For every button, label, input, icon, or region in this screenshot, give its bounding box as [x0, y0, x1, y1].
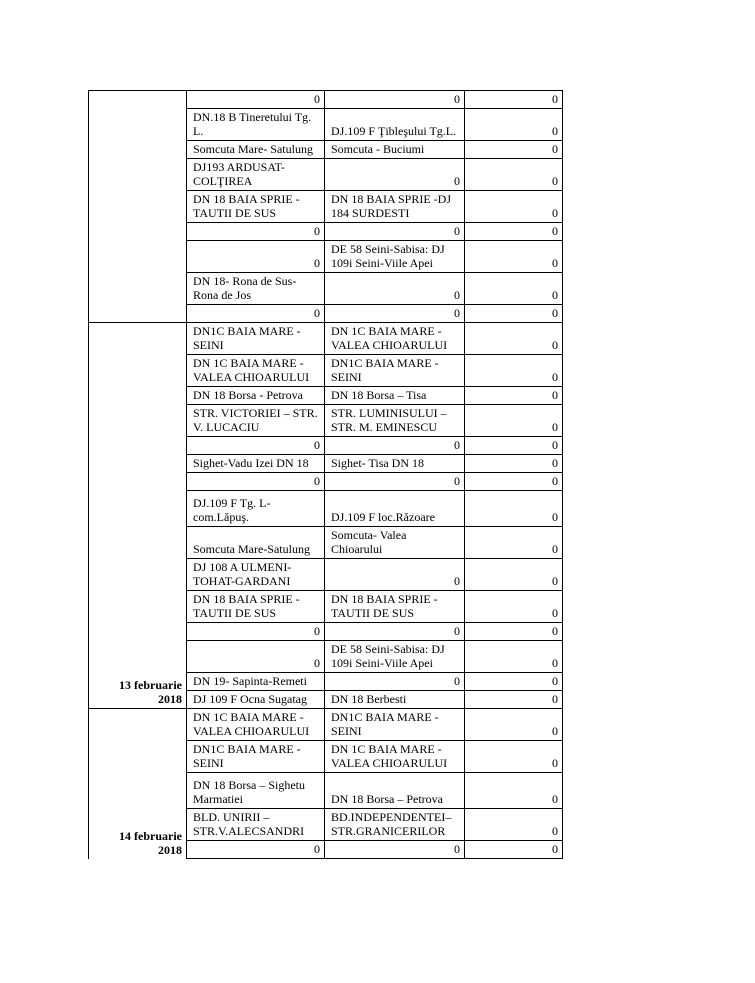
- count-cell: 0: [465, 591, 563, 623]
- route-cell: DN 19- Sapinta-Remeti: [187, 673, 325, 691]
- date-line: 14 februarie: [119, 828, 182, 843]
- alt-route-cell: 0: [325, 473, 465, 491]
- count-cell: 0: [465, 559, 563, 591]
- alt-route-cell: 0: [325, 623, 465, 641]
- alt-route-cell: DN 1C BAIA MARE - VALEA CHIOARULUI: [325, 323, 465, 355]
- count-cell: 0: [465, 491, 563, 527]
- table-row: [89, 91, 563, 109]
- route-cell: DN.18 B Tineretului Tg. L.: [187, 109, 325, 141]
- alt-route-cell: DN 18 Berbesti: [325, 691, 465, 709]
- count-cell: 0: [465, 405, 563, 437]
- count-cell: 0: [465, 455, 563, 473]
- count-cell: 0: [465, 241, 563, 273]
- count-cell: 0: [465, 109, 563, 141]
- count-cell: 0: [465, 273, 563, 305]
- count-cell: 0: [465, 305, 563, 323]
- route-cell: DJ.109 F Tg. L-com.Lăpuş.: [187, 491, 325, 527]
- count-cell: 0: [465, 159, 563, 191]
- alt-route-cell: 0: [325, 273, 465, 305]
- table-row: [89, 323, 563, 355]
- route-cell: DN 18- Rona de Sus-Rona de Jos: [187, 273, 325, 305]
- table-row: [89, 709, 563, 741]
- count-cell: 0: [465, 741, 563, 773]
- count-cell: 0: [465, 437, 563, 455]
- route-cell: 0: [187, 91, 325, 109]
- count-cell: 0: [465, 141, 563, 159]
- date-cell: [89, 709, 187, 859]
- alt-route-cell: DJ.109 F loc.Răzoare: [325, 491, 465, 527]
- route-cell: DN1C BAIA MARE - SEINI: [187, 323, 325, 355]
- alt-route-cell: DN 18 BAIA SPRIE - TAUTII DE SUS: [325, 591, 465, 623]
- count-cell: 0: [465, 323, 563, 355]
- date-line: 2018: [158, 842, 182, 857]
- alt-route-cell: Somcuta- Valea Chioarului: [325, 527, 465, 559]
- route-cell: 0: [187, 241, 325, 273]
- count-cell: 0: [465, 709, 563, 741]
- route-cell: DN 18 Borsa – Sighetu Marmatiei: [187, 773, 325, 809]
- count-cell: 0: [465, 641, 563, 673]
- alt-route-cell: DN1C BAIA MARE - SEINI: [325, 355, 465, 387]
- schedule-table: [88, 90, 563, 859]
- count-cell: 0: [465, 673, 563, 691]
- count-cell: 0: [465, 387, 563, 405]
- alt-route-cell: Sighet- Tisa DN 18: [325, 455, 465, 473]
- count-cell: 0: [465, 623, 563, 641]
- count-cell: 0: [465, 355, 563, 387]
- route-cell: DJ 109 F Ocna Sugatag: [187, 691, 325, 709]
- route-cell: DN 18 Borsa - Petrova: [187, 387, 325, 405]
- alt-route-cell: DN1C BAIA MARE - SEINI: [325, 709, 465, 741]
- count-cell: 0: [465, 527, 563, 559]
- date-line: 2018: [158, 692, 182, 706]
- route-cell: 0: [187, 473, 325, 491]
- route-cell: DJ 108 A ULMENI-TOHAT-GARDANI: [187, 559, 325, 591]
- count-cell: 0: [465, 473, 563, 491]
- alt-route-cell: DE 58 Seini-Sabisa: DJ 109i Seini-Viile Apei: [325, 241, 465, 273]
- count-cell: 0: [465, 91, 563, 109]
- alt-route-cell: BD.INDEPENDENTEI– STR.GRANICERILOR: [325, 809, 465, 841]
- count-cell: 0: [465, 809, 563, 841]
- route-cell: BLD. UNIRII – STR.V.ALECSANDRI: [187, 809, 325, 841]
- count-cell: 0: [465, 841, 563, 859]
- alt-route-cell: DE 58 Seini-Sabisa: DJ 109i Seini-Viile Apei: [325, 641, 465, 673]
- route-cell: 0: [187, 623, 325, 641]
- route-cell: STR. VICTORIEI – STR. V. LUCACIU: [187, 405, 325, 437]
- alt-route-cell: 0: [325, 91, 465, 109]
- count-cell: 0: [465, 691, 563, 709]
- alt-route-cell: 0: [325, 673, 465, 691]
- alt-route-cell: 0: [325, 305, 465, 323]
- alt-route-cell: STR. LUMINISULUI – STR. M. EMINESCU: [325, 405, 465, 437]
- route-cell: DN 1C BAIA MARE - VALEA CHIOARULUI: [187, 709, 325, 741]
- alt-route-cell: Somcuta - Buciumi: [325, 141, 465, 159]
- alt-route-cell: 0: [325, 223, 465, 241]
- alt-route-cell: DN 1C BAIA MARE - VALEA CHIOARULUI: [325, 741, 465, 773]
- date-cell: [89, 91, 187, 323]
- alt-route-cell: 0: [325, 559, 465, 591]
- date-line: 13 februarie: [119, 678, 182, 692]
- route-cell: 0: [187, 641, 325, 673]
- alt-route-cell: DN 18 BAIA SPRIE -DJ 184 SURDESTI: [325, 191, 465, 223]
- alt-route-cell: 0: [325, 841, 465, 859]
- alt-route-cell: 0: [325, 159, 465, 191]
- alt-route-cell: DN 18 Borsa – Petrova: [325, 773, 465, 809]
- route-cell: 0: [187, 305, 325, 323]
- alt-route-cell: DJ.109 F Ţibleşului Tg.L.: [325, 109, 465, 141]
- route-cell: Sighet-Vadu Izei DN 18: [187, 455, 325, 473]
- route-cell: 0: [187, 437, 325, 455]
- date-cell: [89, 323, 187, 709]
- route-cell: Somcuta Mare-Satulung: [187, 527, 325, 559]
- count-cell: 0: [465, 773, 563, 809]
- route-cell: 0: [187, 841, 325, 859]
- route-cell: DN1C BAIA MARE - SEINI: [187, 741, 325, 773]
- route-cell: Somcuta Mare- Satulung: [187, 141, 325, 159]
- route-cell: DN 1C BAIA MARE - VALEA CHIOARULUI: [187, 355, 325, 387]
- count-cell: 0: [465, 191, 563, 223]
- route-cell: 0: [187, 223, 325, 241]
- alt-route-cell: 0: [325, 437, 465, 455]
- route-cell: DN 18 BAIA SPRIE - TAUTII DE SUS: [187, 591, 325, 623]
- route-cell: DN 18 BAIA SPRIE - TAUTII DE SUS: [187, 191, 325, 223]
- alt-route-cell: DN 18 Borsa – Tisa: [325, 387, 465, 405]
- route-cell: DJ193 ARDUSAT-COLŢIREA: [187, 159, 325, 191]
- schedule-table-body: [89, 91, 563, 859]
- count-cell: 0: [465, 223, 563, 241]
